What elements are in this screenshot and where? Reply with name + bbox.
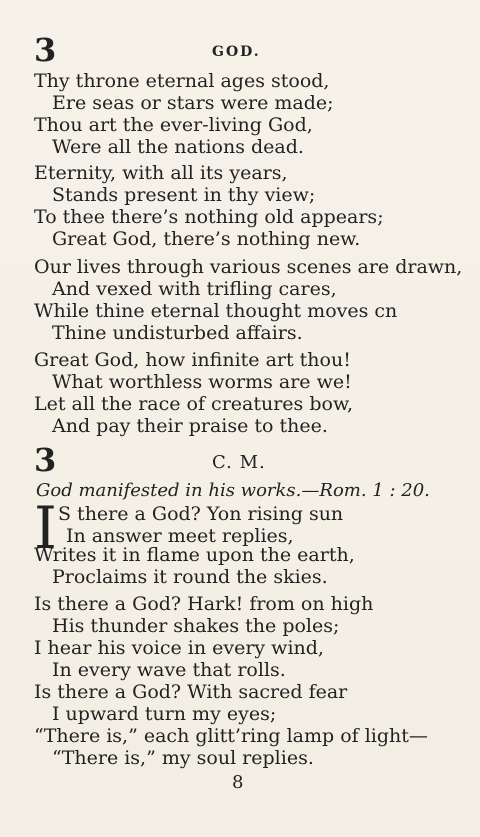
drop-cap: I xyxy=(34,494,57,562)
verse-line: Thine undisturbed affairs. xyxy=(52,322,303,344)
verse-line-second: In answer meet replies, xyxy=(66,525,294,547)
verse-line: Our lives through various scenes are drawn, xyxy=(34,256,463,278)
verse-line: I hear his voice in every wind, xyxy=(34,637,324,659)
verse-line: While thine eternal thought moves cn xyxy=(34,300,398,322)
verse-line: Great God, how infinite art thou! xyxy=(34,349,351,371)
hymn-subtitle: God manifested in his works.—Rom. 1 : 20. xyxy=(36,480,430,501)
hymn-stanza-2 xyxy=(34,593,454,681)
verse-line: And vexed with trifling cares, xyxy=(52,278,337,300)
verse-line: Is there a God? With sacred fear xyxy=(34,681,348,703)
verse-line: What worthless worms are we! xyxy=(52,371,352,393)
running-head: GOD. xyxy=(212,44,261,60)
verse-line: Let all the race of creatures bow, xyxy=(34,393,353,415)
page-number: 8 xyxy=(232,772,244,793)
verse-line: Thou art the ever-living God, xyxy=(34,114,313,136)
verse-line: Eternity, with all its years, xyxy=(34,162,288,184)
verse-line: Proclaims it round the skies. xyxy=(52,566,328,588)
verse-line: And pay their praise to thee. xyxy=(52,415,328,437)
hymn-stanza-1 xyxy=(34,544,454,588)
page-header xyxy=(34,31,440,69)
verse-line: His thunder shakes the poles; xyxy=(52,615,340,637)
verse-line: I upward turn my eyes; xyxy=(52,703,277,725)
verse-line: Stands present in thy view; xyxy=(52,184,316,206)
verse-line: Thy throne eternal ages stood, xyxy=(34,70,330,92)
hymn-stanza-3 xyxy=(34,681,454,769)
hymn-number-top: 3 xyxy=(34,31,57,69)
verse-line: Ere seas or stars were made; xyxy=(52,92,334,114)
hymn-meter: C. M. xyxy=(212,452,266,473)
verse-line: To thee there’s nothing old appears; xyxy=(34,206,384,228)
stanza-3 xyxy=(34,256,463,344)
verse-line: “There is,” my soul replies. xyxy=(52,747,314,769)
stanza-2 xyxy=(34,162,454,250)
verse-line: In every wave that rolls. xyxy=(52,659,286,681)
stanza-4 xyxy=(34,349,454,437)
stanza-1 xyxy=(34,70,454,158)
hymn-heading xyxy=(34,441,454,479)
hymn-number: 3 xyxy=(34,441,57,479)
verse-line: Were all the nations dead. xyxy=(52,136,304,158)
verse-line: Writes it in flame upon the earth, xyxy=(34,544,355,566)
verse-line-first: S there a God? Yon rising sun xyxy=(58,503,344,525)
verse-line: Great God, there’s nothing new. xyxy=(52,228,361,250)
verse-line: Is there a God? Hark! from on high xyxy=(34,593,374,615)
verse-line: “There is,” each glitt’ring lamp of light— xyxy=(34,725,428,747)
